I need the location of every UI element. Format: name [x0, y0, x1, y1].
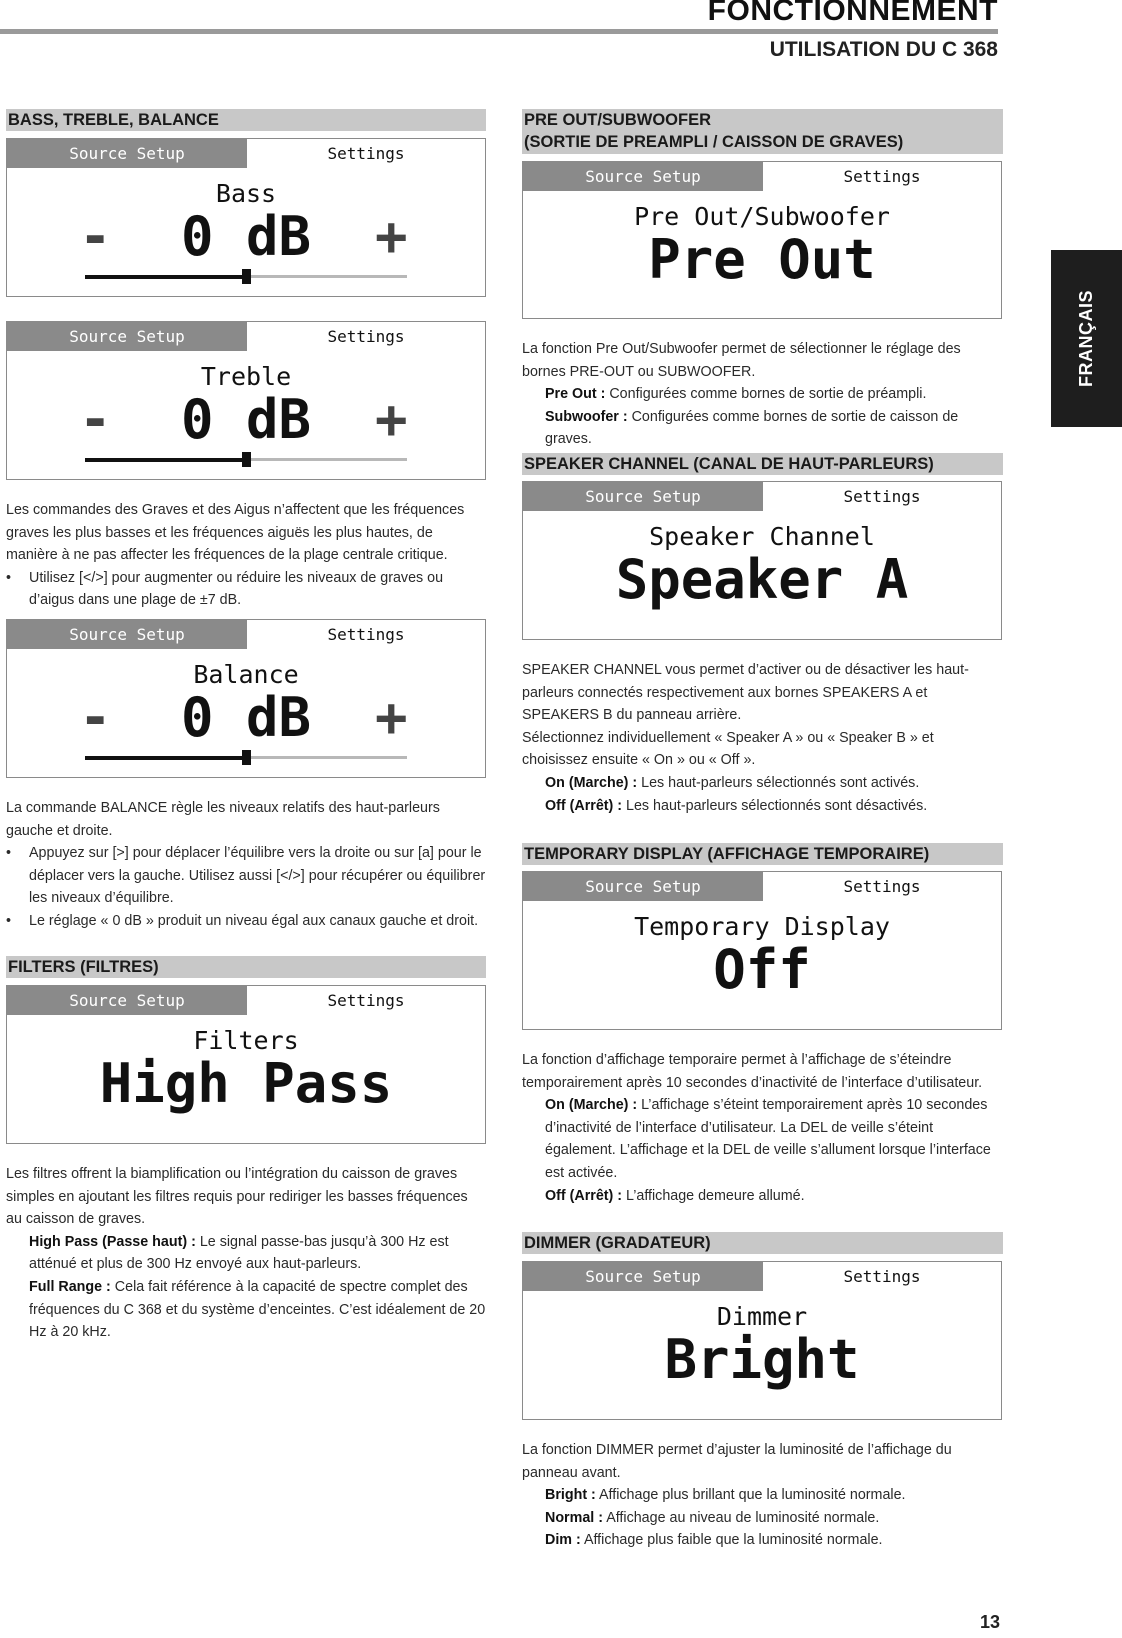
tab-source-setup: Source Setup [7, 139, 247, 168]
minus-sign: - [79, 686, 112, 749]
tab-source-setup: Source Setup [523, 872, 763, 901]
lcd-label: Speaker Channel [649, 522, 875, 551]
definition: Configurées comme bornes de sortie de caisson de graves. [545, 408, 959, 448]
lcd-filters [6, 985, 486, 1144]
lcd-value: Off [713, 938, 811, 1001]
level-slider-knob [242, 269, 251, 284]
paragraph: La fonction d’affichage temporaire permet à l’affichage de s’éteindre temporairement après 10 secondes d’inactivité de l’interface d’utilisateur. [522, 1052, 983, 1091]
definition-item [522, 383, 1003, 406]
level-slider-track [85, 756, 407, 759]
definition-item [522, 1094, 1003, 1184]
definition: Affichage plus faible que la luminosité normale. [583, 1532, 883, 1549]
tab-settings: Settings [843, 1267, 921, 1286]
lcd-tabs [523, 872, 1001, 901]
term: High Pass (Passe haut) : [29, 1233, 196, 1250]
definition-item [6, 1231, 486, 1276]
lcd-label: Temporary Display [634, 912, 890, 941]
definition: Le signal passe-bas jusqu’à 300 Hz est atténué et plus de 300 Hz envoyé aux haut-parleurs. [29, 1233, 449, 1273]
tab-settings: Settings [843, 877, 921, 896]
term: Bright : [545, 1487, 596, 1504]
definition: Les haut-parleurs sélectionnés sont désactivés. [626, 797, 928, 814]
term: Normal : [545, 1509, 603, 1526]
tab-source-setup: Source Setup [7, 620, 247, 649]
heading-line: PRE OUT/SUBWOOFER [524, 111, 712, 129]
section-heading-temporary-display: TEMPORARY DISPLAY (AFFICHAGE TEMPORAIRE) [522, 843, 1003, 865]
lcd-tabs [523, 482, 1001, 511]
level-slider-track [85, 275, 407, 278]
definition-item [522, 795, 1003, 818]
section-heading-pre-out-subwoofer [522, 109, 1003, 154]
lcd-pre-out [522, 161, 1002, 319]
lcd-dimmer [522, 1261, 1002, 1420]
lcd-value: 0 dB [180, 388, 312, 451]
definition-item [522, 406, 1003, 451]
lcd-label: Pre Out/Subwoofer [634, 202, 890, 231]
level-slider-fill [85, 756, 246, 760]
definition-item [522, 1185, 1003, 1208]
heading-line: (SORTIE DE PREAMPLI / CAISSON DE GRAVES) [524, 133, 904, 151]
paragraph: La fonction Pre Out/Subwoofer permet de sélectionner le réglage des bornes PRE-OUT ou SUBWOOFER. [522, 341, 961, 380]
tab-settings: Settings [327, 144, 405, 163]
plus-sign: + [375, 388, 408, 451]
tab-source-setup: Source Setup [7, 986, 247, 1015]
tab-settings: Settings [843, 487, 921, 506]
definition-item [522, 772, 1003, 795]
lcd-bass [6, 138, 486, 297]
definition-item [6, 1276, 486, 1344]
lcd-balance [6, 619, 486, 778]
tab-settings: Settings [327, 991, 405, 1010]
term: Pre Out : [545, 386, 606, 403]
lcd-value: High Pass [99, 1052, 393, 1115]
term: On (Marche) : [545, 1097, 638, 1114]
lcd-value: Bright [664, 1328, 860, 1391]
lcd-label: Treble [200, 362, 292, 391]
lcd-label: Dimmer [716, 1302, 808, 1331]
definition: Configurées comme bornes de sortie de préampli. [609, 386, 927, 403]
filters-description [6, 1163, 486, 1344]
minus-sign: - [79, 205, 112, 268]
term: Subwoofer : [545, 408, 628, 425]
level-slider-fill [85, 458, 246, 462]
tab-settings: Settings [843, 167, 921, 186]
tab-source-setup: Source Setup [7, 322, 247, 351]
balance-description [6, 797, 486, 933]
paragraph: SPEAKER CHANNEL vous permet d’activer ou de désactiver les haut-parleurs connectés respectivement aux bornes SPEAKERS A et SPEAKERS B du panneau arrière. [522, 662, 969, 724]
lcd-value: Pre Out [648, 228, 876, 291]
term: Off (Arrêt) : [545, 797, 623, 814]
lcd-label: Filters [193, 1026, 299, 1055]
definition: Affichage plus brillant que la luminosité normale. [599, 1487, 906, 1504]
lcd-tabs [7, 620, 485, 649]
term: Dim : [545, 1532, 581, 1549]
lcd-tabs [7, 139, 485, 168]
lcd-tabs [7, 986, 485, 1015]
definition-item [522, 1529, 1003, 1552]
page-header-title: FONCTIONNEMENT [707, 0, 998, 27]
paragraph: Les commandes des Graves et des Aigus n’affectent que les fréquences graves les plus basses et les fréquences aiguës les plus hautes, de manière à ne pas affecter les fréquences de la plage centrale critique. [6, 502, 465, 564]
lcd-label: Bass [215, 179, 277, 208]
level-slider-fill [85, 275, 246, 279]
plus-sign: + [375, 205, 408, 268]
paragraph: Sélectionnez individuellement « Speaker A » ou « Speaker B » et choisissez ensuite « On » ou « Off ». [522, 729, 934, 769]
tab-settings: Settings [327, 327, 405, 346]
lcd-tabs [523, 162, 1001, 191]
tab-settings: Settings [327, 625, 405, 644]
lcd-value: 0 dB [180, 205, 312, 268]
lcd-treble [6, 321, 486, 480]
definition: Les haut-parleurs sélectionnés sont activés. [641, 774, 920, 791]
speaker-channel-description [522, 659, 1003, 817]
header-rule [0, 29, 998, 34]
term: On (Marche) : [545, 774, 638, 791]
bullet-item: • Le réglage « 0 dB » produit un niveau égal aux canaux gauche et droit. [6, 910, 486, 933]
dimmer-description [522, 1439, 1003, 1552]
lcd-value: 0 dB [180, 686, 312, 749]
section-heading-filters: FILTERS (FILTRES) [6, 956, 486, 978]
language-side-tab [1051, 250, 1122, 427]
page-number: 13 [980, 1612, 1001, 1632]
tab-source-setup: Source Setup [523, 162, 763, 191]
level-slider-knob [242, 452, 251, 467]
bullet-item: • Appuyez sur [>] pour déplacer l’équilibre vers la droite ou sur [a] pour le déplacer vers la gauche. Utilisez aussi [</>] pour récupérer ou équilibrer les niveaux d’équilibre. [6, 842, 486, 910]
definition-item [522, 1507, 1003, 1530]
lcd-temporary-display [522, 871, 1002, 1030]
definition: L’affichage demeure allumé. [626, 1187, 805, 1204]
paragraph: La fonction DIMMER permet d’ajuster la luminosité de l’affichage du panneau avant. [522, 1442, 952, 1481]
paragraph: La commande BALANCE règle les niveaux relatifs des haut-parleurs gauche et droite. [6, 800, 440, 839]
section-heading-speaker-channel: SPEAKER CHANNEL (CANAL DE HAUT-PARLEURS) [522, 453, 1003, 475]
level-slider-knob [242, 750, 251, 765]
temporary-display-description [522, 1049, 1003, 1207]
lcd-value: Speaker A [615, 548, 909, 611]
definition: L’affichage s’éteint temporairement après 10 secondes d’inactivité de l’interface d’utilisateur. La DEL de veille s’éteint également. L’affichage et la DEL de veille s’allument lorsque l’interface est activée. [545, 1097, 991, 1181]
level-slider-track [85, 458, 407, 461]
minus-sign: - [79, 388, 112, 451]
tab-source-setup: Source Setup [523, 482, 763, 511]
bass-treble-description [6, 499, 486, 612]
definition: Affichage au niveau de luminosité normale. [606, 1509, 880, 1526]
page-header-subtitle: UTILISATION DU C 368 [769, 38, 998, 61]
term: Off (Arrêt) : [545, 1187, 623, 1204]
section-heading-dimmer: DIMMER (GRADATEUR) [522, 1232, 1003, 1254]
pre-out-description [522, 338, 1003, 451]
lcd-tabs [7, 322, 485, 351]
plus-sign: + [375, 686, 408, 749]
lcd-label: Balance [193, 660, 299, 689]
lcd-tabs [523, 1262, 1001, 1291]
tab-source-setup: Source Setup [523, 1262, 763, 1291]
language-label: FRANÇAIS [1076, 290, 1096, 387]
definition: Cela fait référence à la capacité de spectre complet des fréquences du C 368 et du système d’enceintes. C’est idéalement de 20 Hz à 20 kHz. [29, 1278, 486, 1341]
paragraph: Les filtres offrent la biamplification ou l’intégration du caisson de graves simples en ajoutant les filtres requis pour rediriger les basses fréquences au caisson de graves. [6, 1166, 468, 1228]
lcd-speaker-channel [522, 481, 1002, 640]
term: Full Range : [29, 1278, 111, 1295]
definition-item [522, 1484, 1003, 1507]
section-heading-bass-treble-balance: BASS, TREBLE, BALANCE [6, 109, 486, 131]
bullet-item: • Utilisez [</>] pour augmenter ou réduire les niveaux de graves ou d’aigus dans une plage de ±7 dB. [6, 567, 486, 612]
